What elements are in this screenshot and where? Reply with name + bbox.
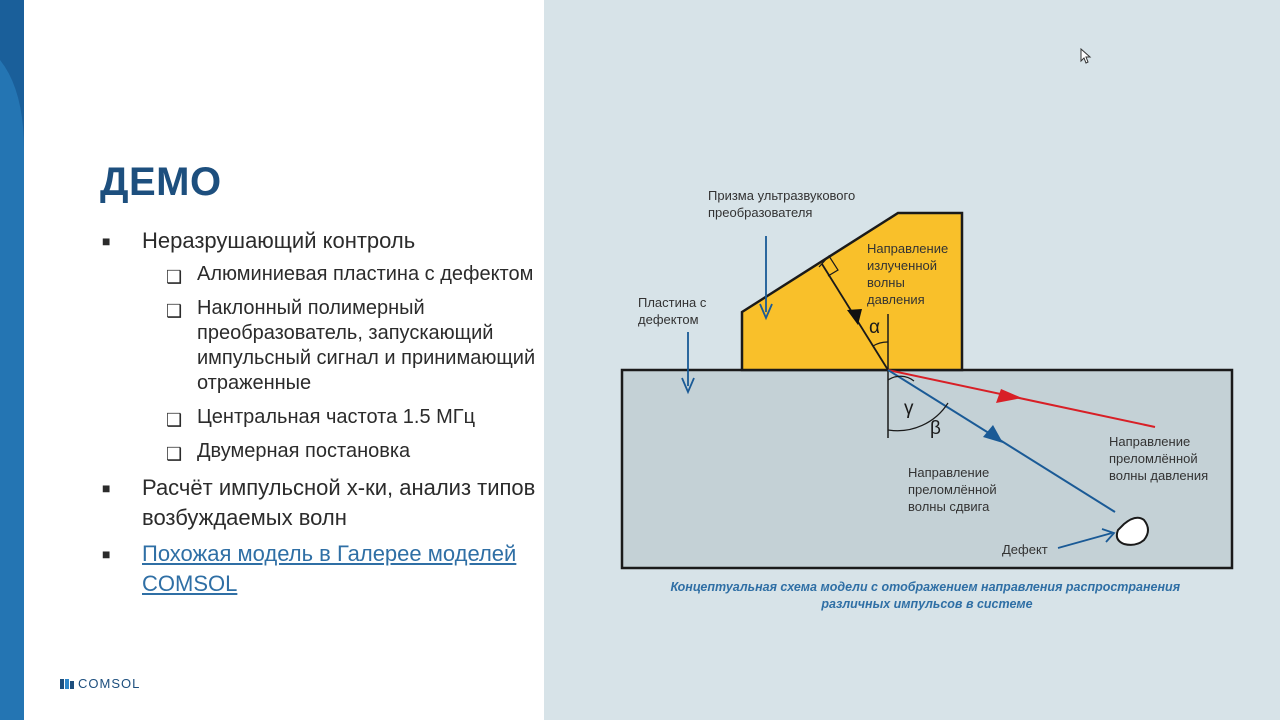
defect-label: Дефект [1002,542,1048,557]
bullet-text: Расчёт импульсной х-ки, анализ типов возбуждаемых волн [142,475,536,530]
mouse-cursor-icon [1080,48,1092,66]
gallery-link[interactable]: Похожая модель в Галерее моделей COMSOL [142,541,517,596]
transducer-prism [742,213,962,370]
diagram-caption: Концептуальная схема модели с отображением направления распространения различных импульсов в системе [670,580,1181,611]
logo-text: COMSOL [78,676,141,691]
sub-bullet-text: Алюминиевая пластина с дефектом [197,263,534,285]
square-bullet-icon: ■ [102,480,111,496]
beta-symbol: β [930,418,941,439]
checkbox-bullet-icon: ❑ [166,444,183,464]
sub-bullet-text: Центральная частота 1.5 МГц [197,406,476,428]
alpha-symbol: α [869,317,880,338]
sub-bullet-text: Двумерная постановка [197,440,411,462]
square-bullet-icon: ■ [102,546,111,562]
checkbox-bullet-icon: ❑ [166,301,183,321]
bullet-text: Неразрушающий контроль [142,228,416,253]
refracted-shear-label: Направление преломлённой волны сдвига [908,465,997,514]
square-bullet-icon: ■ [102,233,111,249]
checkbox-bullet-icon: ❑ [166,267,183,287]
refracted-pressure-label: Направление преломлённой волны давления [1109,434,1209,483]
sub-bullet-text: Наклонный полимерный преобразователь, запускающий импульсный сигнал и принимающий отраженные [197,297,536,394]
slide-title: ДЕМО [100,160,222,204]
checkbox-bullet-icon: ❑ [166,410,183,430]
emitted-wave-label: Направление излученной волны давления [867,241,949,307]
prism-label: Призма ультразвукового преобразователя [708,188,856,220]
plate-label: Пластина с дефектом [638,295,707,327]
gamma-symbol: γ [904,398,914,419]
